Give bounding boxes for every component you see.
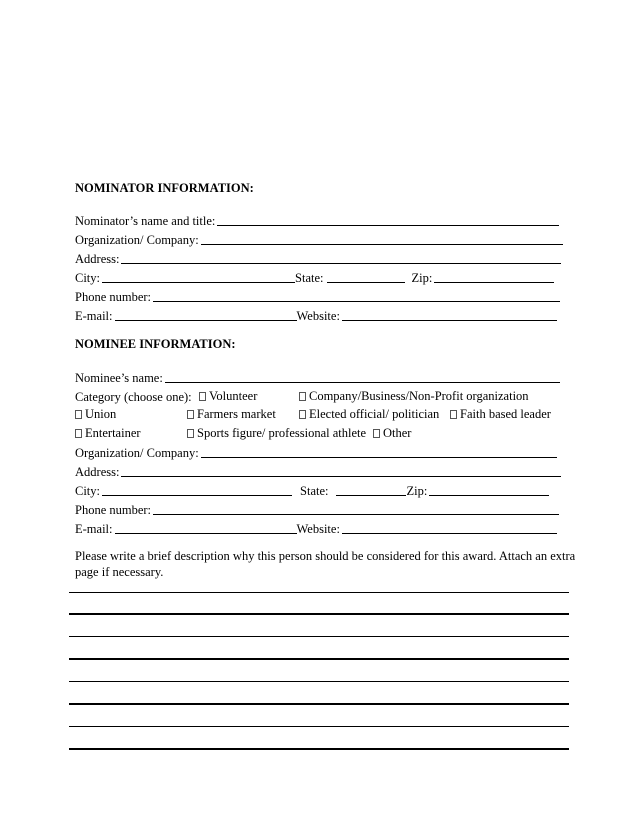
nominator-email-label: E-mail: [75,309,113,323]
nominator-zip-field[interactable] [434,282,554,283]
description-writing-line[interactable] [69,658,569,660]
nominator-website-label: Website: [296,309,340,323]
category-label: Category (choose one): [75,390,192,404]
nominator-org-row [75,231,565,247]
category-volunteer-label: Volunteer [209,389,258,403]
nominee-name-label: Nominee’s name: [75,371,163,385]
nominator-state-field[interactable] [327,282,405,283]
nominee-zip-label: Zip: [406,484,428,498]
nominee-name-field[interactable] [165,382,560,383]
nominator-name-row [75,212,561,228]
category-company-label: Company/Business/Non-Profit organization [309,389,529,403]
category-faith-option[interactable] [450,406,551,422]
nominee-website-field[interactable] [342,533,557,534]
nominator-org-field[interactable] [201,244,563,245]
nominator-address-label: Address: [75,252,120,266]
description-writing-line[interactable] [69,636,569,637]
nominee-name-row [75,369,562,385]
nominator-city-label: City: [75,271,101,285]
category-volunteer-option[interactable] [199,388,257,404]
category-farmers-label: Farmers market [197,407,276,421]
description-writing-line[interactable] [69,703,569,705]
nominator-city-row [75,269,556,285]
description-writing-line[interactable] [69,681,569,682]
nominee-address-label: Address: [75,465,120,479]
category-elected-option[interactable] [299,406,439,422]
category-sports-option[interactable] [187,425,366,441]
nominee-heading: NOMINEE INFORMATION: [75,337,236,351]
checkbox-icon[interactable] [187,410,194,419]
checkbox-icon[interactable] [199,392,206,401]
checkbox-icon[interactable] [75,410,82,419]
checkbox-icon[interactable] [187,429,194,438]
nominee-phone-field[interactable] [153,514,559,515]
category-farmers-option[interactable] [187,406,276,422]
category-company-option[interactable] [299,388,529,404]
nominee-website-label: Website: [296,522,340,536]
nominee-org-field[interactable] [201,457,557,458]
nominee-phone-row [75,501,561,517]
nominator-org-label: Organization/ Company: [75,233,199,247]
nominator-phone-row [75,288,562,304]
nominee-city-field[interactable] [102,495,292,496]
description-writing-line[interactable] [69,592,569,593]
nominator-state-label: State: [295,271,324,285]
category-other-option[interactable] [373,425,411,441]
description-writing-line[interactable] [69,726,569,727]
nominator-zip-label: Zip: [411,271,433,285]
checkbox-icon[interactable] [299,410,306,419]
checkbox-icon[interactable] [450,410,457,419]
description-prompt: Please write a brief description why this person should be considered for this award. Attach an extra page if necessary. [75,549,576,579]
nominee-address-field[interactable] [121,476,561,477]
category-other-label: Other [383,426,412,440]
nominee-zip-field[interactable] [429,495,549,496]
nominee-email-label: E-mail: [75,522,113,536]
nominee-address-row [75,463,563,479]
category-elected-label: Elected official/ politician [309,407,440,421]
nominator-phone-field[interactable] [153,301,560,302]
nominator-website-field[interactable] [342,320,557,321]
nominee-org-label: Organization/ Company: [75,446,199,460]
description-writing-line[interactable] [69,613,569,615]
nominee-phone-label: Phone number: [75,503,152,517]
checkbox-icon[interactable] [373,429,380,438]
nominee-email-row [75,520,559,536]
category-entertainer-label: Entertainer [85,426,141,440]
nominator-address-row [75,250,563,266]
nominee-state-field[interactable] [336,495,406,496]
checkbox-icon[interactable] [299,392,306,401]
nominator-name-field[interactable] [217,225,559,226]
checkbox-icon[interactable] [75,429,82,438]
nominator-email-row [75,307,559,323]
nominee-city-label: City: [75,484,101,498]
nominee-state-label: State: [300,484,329,498]
category-union-label: Union [85,407,117,421]
nominee-org-row [75,444,559,460]
category-union-option[interactable] [75,406,116,422]
nominator-heading: NOMINATOR INFORMATION: [75,181,254,195]
nominee-city-row [75,482,551,498]
category-faith-label: Faith based leader [460,407,551,421]
description-writing-line[interactable] [69,748,569,750]
nominator-address-field[interactable] [121,263,561,264]
category-entertainer-option[interactable] [75,425,141,441]
nominator-name-label: Nominator’s name and title: [75,214,216,228]
nominator-email-field[interactable] [115,320,297,321]
nominator-city-field[interactable] [102,282,295,283]
category-sports-label: Sports figure/ professional athlete [197,426,367,440]
nominee-email-field[interactable] [115,533,297,534]
nominator-phone-label: Phone number: [75,290,152,304]
